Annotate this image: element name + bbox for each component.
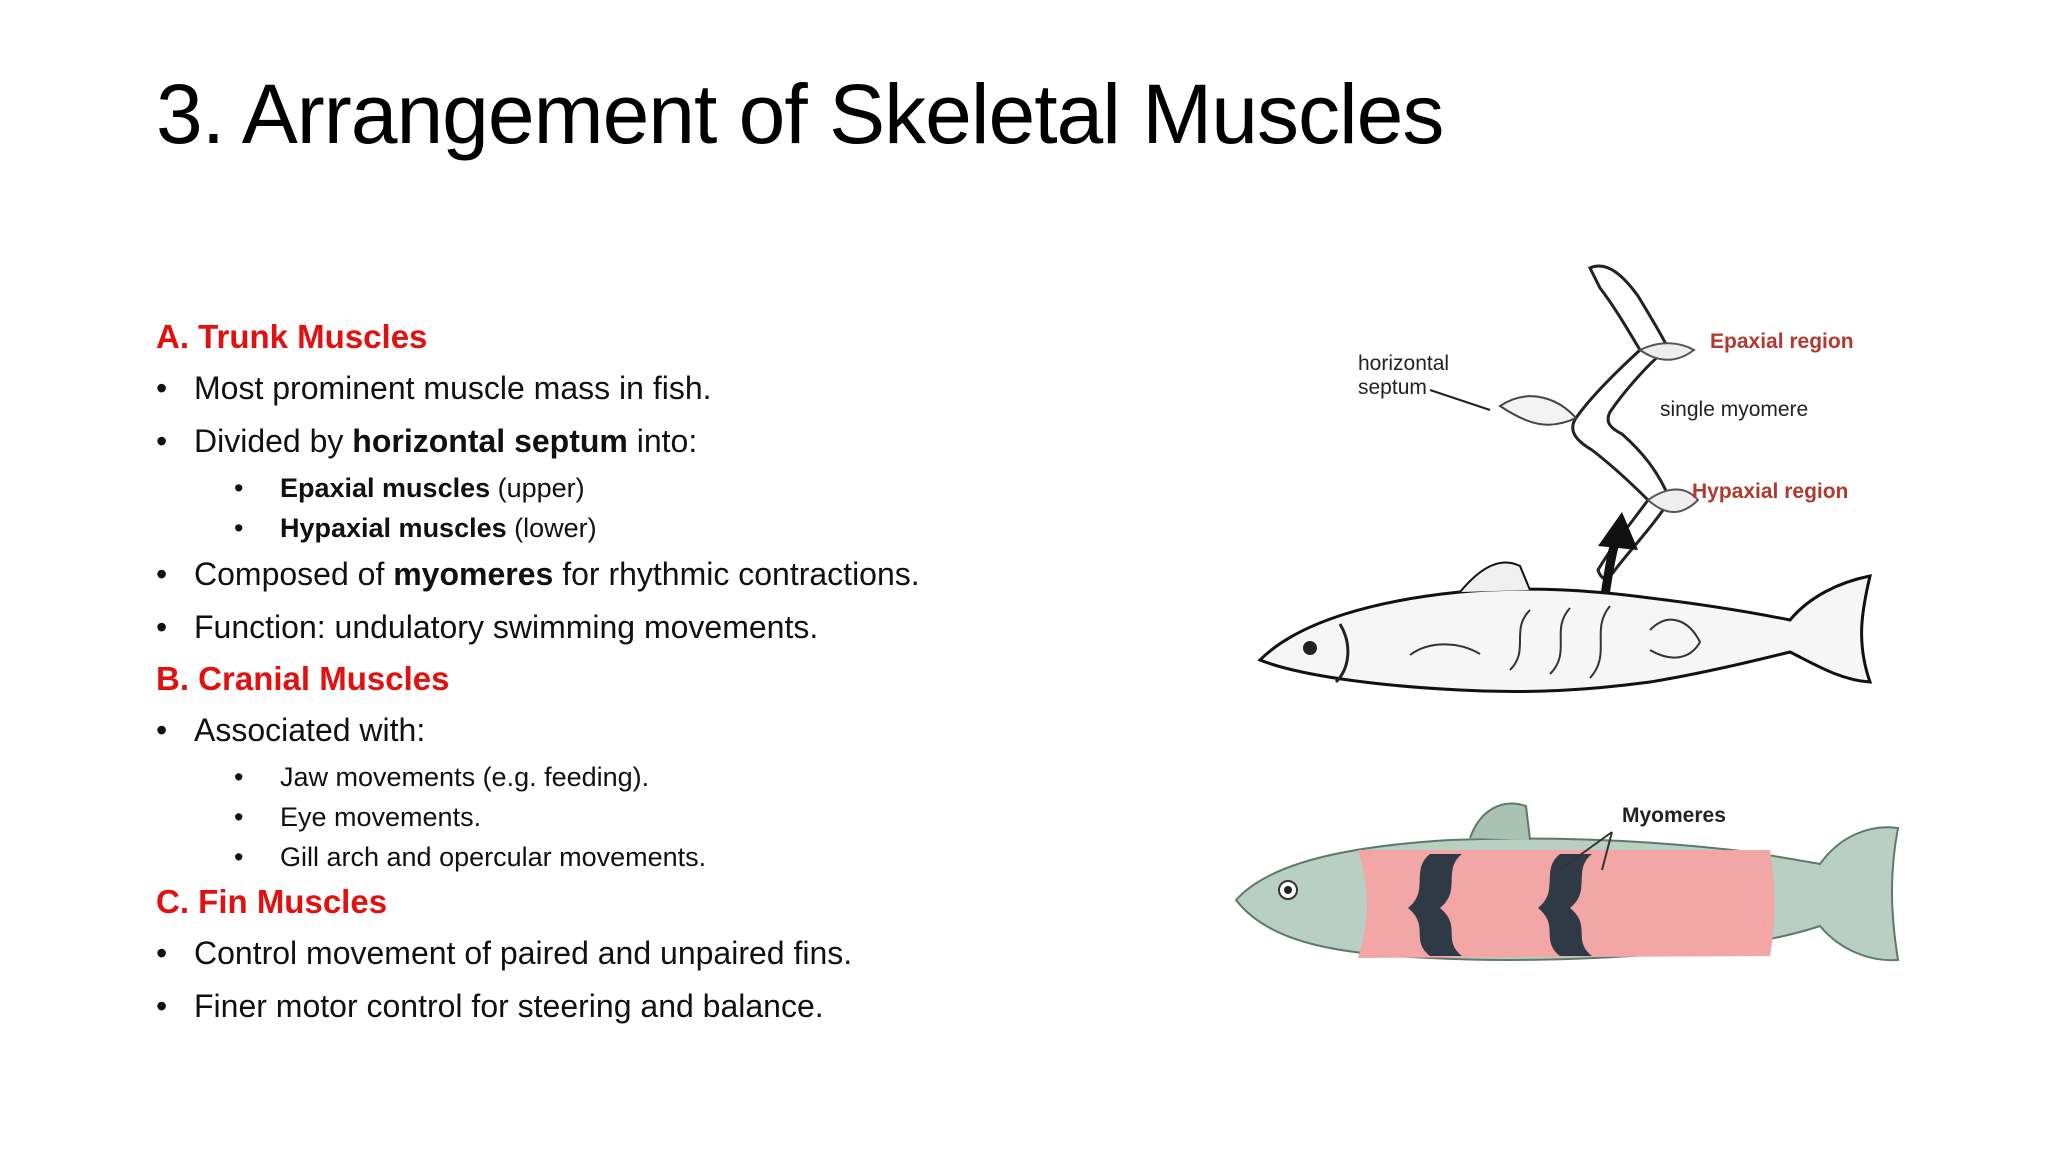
bullet-item [156,362,1206,415]
bullet-text: Associated with: [194,712,426,748]
bullet-item [156,927,1206,980]
trout-myomeres-illustration [1236,804,1898,961]
label-single-myomere: single myomere [1660,398,1809,421]
bullet-text: Finer motor control for steering and balance. [194,988,824,1024]
slide-body [156,312,1206,1033]
bullet-text: for rhythmic contractions. [553,556,920,592]
bullet-text: into: [627,423,698,459]
sub-bullet-item [156,757,1206,797]
label-septum: septum [1358,376,1427,399]
bullet-item [156,415,1206,468]
bold-term-hypaxial: Hypaxial muscles [280,513,507,543]
sub-bullet-text: Gill arch and opercular movements. [280,842,707,872]
label-horizontal: horizontal [1358,352,1450,375]
single-myomere-illustration [1430,266,1698,578]
bold-term-horizontal-septum: horizontal septum [352,423,628,459]
bullet-text: Most prominent muscle mass in fish. [194,370,712,406]
sub-bullet-item [156,468,1206,508]
bold-term-myomeres: myomeres [393,556,554,592]
sub-bullet-item [156,797,1206,837]
slide-title: 3. Arrangement of Skeletal Muscles [156,67,1444,161]
sub-bullet-item [156,508,1206,548]
section-heading-trunk-muscles: A. Trunk Muscles [156,318,428,355]
label-epaxial-region: Epaxial region [1710,330,1854,353]
label-myomeres: Myomeres [1622,804,1726,827]
bullet-text: Divided by [194,423,353,459]
bold-term-epaxial: Epaxial muscles [280,473,491,503]
section-heading-cranial-muscles: B. Cranial Muscles [156,660,450,697]
bullet-item [156,704,1206,757]
bullet-text: Control movement of paired and unpaired fins. [194,935,853,971]
bullet-item [156,601,1206,654]
sub-bullet-text: Eye movements. [280,802,482,832]
section-heading-fin-muscles: C. Fin Muscles [156,883,388,920]
bullet-item [156,980,1206,1033]
bullet-item [156,548,1206,601]
bullet-text: Composed of [194,556,394,592]
fish-line-drawing [1260,562,1870,691]
sub-bullet-item [156,837,1206,877]
label-hypaxial-region: Hypaxial region [1692,480,1849,503]
sub-bullet-text: (upper) [490,473,585,503]
fish-musculature-figure [1230,250,1910,1030]
sub-bullet-text: Jaw movements (e.g. feeding). [280,762,650,792]
sub-bullet-text: (lower) [506,513,597,543]
bullet-text: Function: undulatory swimming movements. [194,609,819,645]
